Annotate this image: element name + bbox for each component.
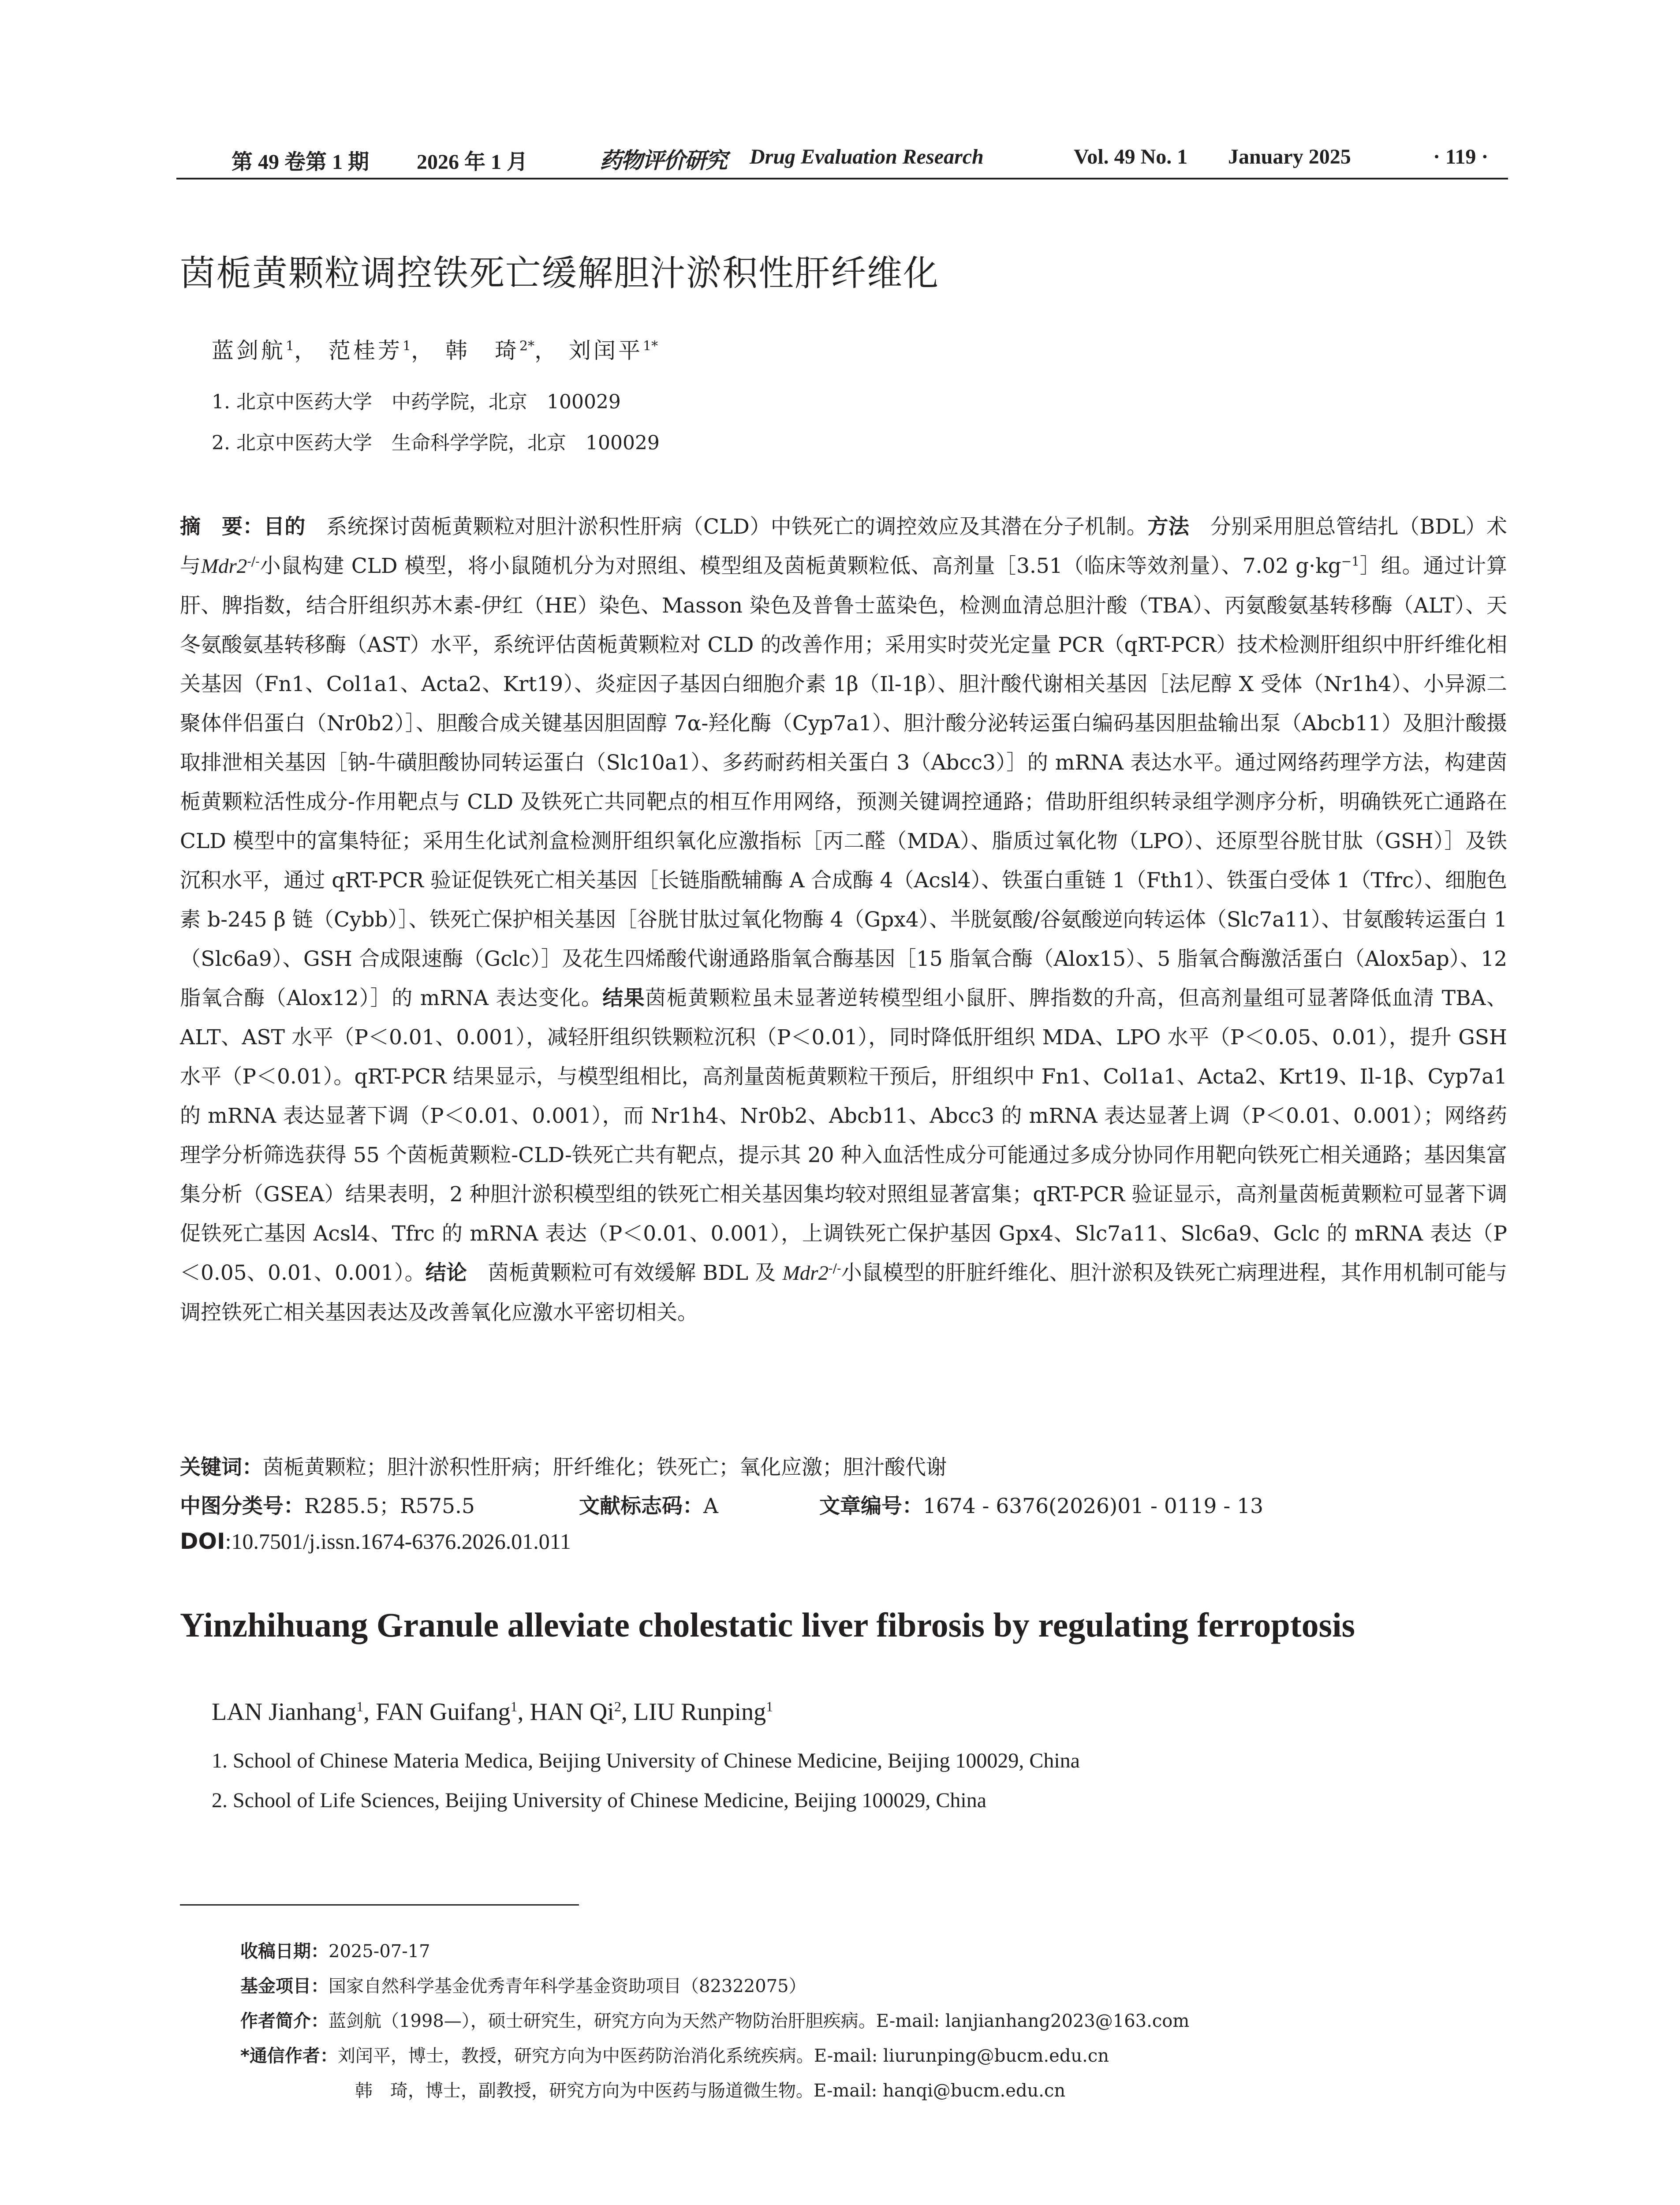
author-sup-en: 1 xyxy=(510,1698,518,1715)
conclusion-text-1: 茵栀黄颗粒可有效缓解 BDL 及 xyxy=(488,1261,776,1285)
issue-cn: 第 49 卷第 1 期 xyxy=(231,150,370,174)
journal-logo: 药物评价研究 xyxy=(600,147,727,173)
keywords-label: 关键词： xyxy=(180,1455,263,1480)
title-cn: 茵栀黄颗粒调控铁死亡缓解胆汁淤积性肝纤维化 xyxy=(180,253,939,294)
affiliation-en-2: 2. School of Life Sciences, Beijing University of Chinese Medicine, Beijing 100029, China xyxy=(212,1789,987,1812)
author-name-en: HAN Qi xyxy=(530,1698,614,1726)
mdr2-sup: -/- xyxy=(829,1261,841,1276)
author-name: 韩 琦 xyxy=(445,338,519,363)
conclusion-label: 结论 xyxy=(425,1261,467,1285)
author-bio-value: 蓝剑航（1998—），硕士研究生，研究方向为天然产物防治肝胆疾病。E-mail: lanjianhang2023@163.com xyxy=(329,2011,1190,2031)
gene-mdr2: Mdr2 xyxy=(782,1262,829,1285)
methods-text-1: 分别采用胆总管结扎（BDL）术与 xyxy=(180,515,1508,578)
clc-value: R285.5；R575.5 xyxy=(304,1494,475,1518)
received-label: 收稿日期： xyxy=(240,1941,329,1962)
methods-text-2: 小鼠构建 CLD 模型，将小鼠随机分为对照组、模型组及茵栀黄颗粒低、高剂量［3.51（临床等效剂量）、7.02 g·kg xyxy=(259,554,1341,578)
results-text: 茵栀黄颗粒虽未显著逆转模型组小鼠肝、脾指数的升高，但高剂量组可显著降低血清 TBA、ALT、AST 水平（P＜0.01、0.001），减轻肝组织铁颗粒沉积（P＜0.01），同时降低肝组织 MDA、LPO 水平（P＜0.05、0.01），提升 GSH 水平（P＜0.01）。qRT-PCR 结果显示，与模型组相比，高剂量茵栀黄颗粒干预后，肝组织中 Fn1、Col1a1、Acta2、Krt19、Il-1β、Cyp7a1 的 mRNA 表达显著下调（P＜0.01、0.001），而 Nr1h4、Nr0b2、Abcb11、Abcc3 的 mRNA 表达显著上调（P＜0.01、0.001）；网络药理学分析筛选获得 55 个茵栀黄颗粒-CLD-铁死亡共有靶点，提示其 20 种入血活性成分可能通过多成分协同作用靶向铁死亡相关通路；基因集富集分析（GSEA）结果表明，2 种胆汁淤积模型组的铁死亡相关基因集均较对照组显著富集；qRT-PCR 验证显示，高剂量茵栀黄颗粒可显著下调促铁死亡基因 Acsl4、Tfrc 的 mRNA 表达（P＜0.01、0.001），上调铁死亡保护基因 Gpx4、Slc7a11、Slc6a9、Gclc 的 mRNA 表达（P＜0.05、0.01、0.001）。 xyxy=(180,986,1507,1285)
conclusion-text-2: 小鼠模型的肝脏纤维化、胆汁淤积及铁死亡病理进程，其作用机制可能与调控铁死亡相关基因表达及改善氧化应激水平密切相关。 xyxy=(180,1261,1508,1325)
author-name: 范桂芳 xyxy=(329,338,403,363)
author-sup: 1 xyxy=(286,338,295,354)
author-sup: 2* xyxy=(519,338,535,354)
affiliation-en-1: 1. School of Chinese Materia Medica, Beijing University of Chinese Medicine, Beijing 100029, China xyxy=(212,1749,1080,1772)
author-sup: 1 xyxy=(403,338,411,354)
mdr2-sup: -/- xyxy=(247,554,260,569)
author-name-en: LAN Jianhang xyxy=(212,1698,357,1726)
doi xyxy=(180,1529,571,1554)
objective-label: 目的 xyxy=(263,515,306,539)
keywords-value: 茵栀黄颗粒；胆汁淤积性肝病；肝纤维化；铁死亡；氧化应激；胆汁酸代谢 xyxy=(263,1455,947,1480)
affiliation-cn-1: 1. 北京中医药大学 中药学院，北京 100029 xyxy=(212,391,621,413)
clc-label: 中图分类号： xyxy=(180,1494,304,1518)
author-name-en: FAN Guifang xyxy=(376,1698,511,1726)
date-en: January 2025 xyxy=(1228,145,1351,168)
fund-value: 国家自然科学基金优秀青年科学基金资助项目（82322075） xyxy=(329,1976,806,1996)
author-name-en: LIU Runping xyxy=(633,1698,766,1726)
author-bio-label: 作者简介： xyxy=(240,2011,329,2031)
footnote-fund xyxy=(240,1972,806,1997)
corresponding-value-1: 刘闰平，博士，教授，研究方向为中医药防治消化系统疾病。E-mail: liurunping@bucm.edu.cn xyxy=(337,2046,1109,2066)
date-cn: 2026 年 1 月 xyxy=(417,150,528,174)
results-label: 结果 xyxy=(602,986,646,1010)
issue-en: Vol. 49 No. 1 xyxy=(1074,145,1188,168)
title-en: Yinzhihuang Granule alleviate cholestatic liver fibrosis by regulating ferroptosis xyxy=(180,1606,1355,1644)
author-name: 蓝剑航 xyxy=(212,338,286,363)
footnote-corresponding-2: 韩 琦，博士，副教授，研究方向为中医药与肠道微生物。E-mail: hanqi@bucm.edu.cn xyxy=(355,2081,1066,2101)
abstract xyxy=(180,507,1507,1332)
authors-en: LAN Jianhang$^1$, FAN Guifang$^1$, HAN Qi$^2$, LIU Runping$^1$ xyxy=(212,1698,773,1726)
doi-label: DOI xyxy=(180,1529,225,1554)
abstract-lead: 摘 要： xyxy=(180,515,264,539)
author-sup-en: 1 xyxy=(356,1698,364,1715)
fund-label: 基金项目： xyxy=(240,1976,329,1996)
author-sup-en: 1 xyxy=(766,1698,773,1715)
methods-text-3: ］组。通过计算肝、脾指数，结合肝组织苏木素-伊红（HE）染色、Masson 染色及普鲁士蓝染色，检测血清总胆汁酸（TBA）、丙氨酸氨基转移酶（ALT）、天冬氨酸氨基转移酶（AST）水平，系统评估茵栀黄颗粒对 CLD 的改善作用；采用实时荧光定量 PCR（qRT-PCR）技术检测肝组织中肝纤维化相关基因（Fn1、Col1a1、Acta2、Krt19）、炎症因子基因白细胞介素 1β（Il-1β）、胆汁酸代谢相关基因［法尼醇 X 受体（Nr1h4）、小异源二聚体伴侣蛋白（Nr0b2）］、胆酸合成关键基因胆固醇 7α-羟化酶（Cyp7a1）、胆汁酸分泌转运蛋白编码基因胆盐输出泵（Abcb11）及胆汁酸摄取排泄相关基因［钠-牛磺胆酸协同转运蛋白（Slc10a1）、多药耐药相关蛋白 3（Abcc3）］的 mRNA 表达水平。通过网络药理学方法，构建茵栀黄颗粒活性成分-作用靶点与 CLD 及铁死亡共同靶点的相互作用网络，预测关键调控通路；借助肝组织转录组学测序分析，明确铁死亡通路在 CLD 模型中的富集特征；采用生化试剂盒检测肝组织氧化应激指标［丙二醛（MDA）、脂质过氧化物（LPO）、还原型谷胱甘肽（GSH）］及铁沉积水平，通过 qRT-PCR 验证促铁死亡相关基因［长链脂酰辅酶 A 合成酶 4（Acsl4）、铁蛋白重链 1（Fth1）、铁蛋白受体 1（Tfrc）、细胞色素 b-245 β 链（Cybb）］、铁死亡保护相关基因［谷胱甘肽过氧化物酶 4（Gpx4）、半胱氨酸/谷氨酸逆向转运体（Slc7a11）、甘氨酸转运蛋白 1（Slc6a9）、GSH 合成限速酶（Gclc）］及花生四烯酸代谢通路脂氧合酶基因［15 脂氧合酶（Alox15）、5 脂氧合酶激活蛋白（Alox5ap）、12 脂氧合酶（Alox12）］的 mRNA 表达变化。 xyxy=(180,554,1508,1010)
objective-text: 系统探讨茵栀黄颗粒对胆汁淤积性肝病（CLD）中铁死亡的调控效应及其潜在分子机制。 xyxy=(326,515,1148,539)
keywords xyxy=(180,1451,947,1480)
corresponding-label: *通信作者： xyxy=(240,2046,338,2066)
methods-label: 方法 xyxy=(1147,515,1190,539)
article-number-label: 文章编号： xyxy=(819,1494,923,1518)
footnote-rule xyxy=(180,1904,579,1906)
author-sup: 1* xyxy=(643,338,658,354)
doi-value: :10.7501/j.issn.1674-6376.2026.01.011 xyxy=(225,1529,571,1554)
unit-sup: −1 xyxy=(1341,554,1360,569)
authors-cn: 蓝剑航$^1$， 范桂芳$^1$， 韩 琦$^{2*}$， 刘闰平$^{1*}$ xyxy=(212,338,658,363)
doc-code-value: A xyxy=(703,1494,718,1518)
page-number: · 119 · xyxy=(1433,145,1489,168)
running-header xyxy=(176,140,1508,181)
article-number-value: 1674 - 6376(2026)01 - 0119 - 13 xyxy=(923,1494,1264,1518)
doc-code-label: 文献标志码： xyxy=(579,1494,703,1518)
received-value: 2025-07-17 xyxy=(329,1941,430,1962)
journal-name-en: Drug Evaluation Research xyxy=(750,145,984,168)
author-sup-en: 2 xyxy=(614,1698,621,1715)
footnote-received xyxy=(240,1937,430,1962)
classification-line xyxy=(180,1490,1507,1516)
gene-mdr2: Mdr2 xyxy=(201,555,247,578)
author-name: 刘闰平 xyxy=(569,338,643,363)
footnote-corresponding xyxy=(240,2042,1109,2067)
header-rule xyxy=(176,178,1508,179)
footnote-author xyxy=(240,2007,1189,2032)
affiliation-cn-2: 2. 北京中医药大学 生命科学学院，北京 100029 xyxy=(212,432,660,454)
